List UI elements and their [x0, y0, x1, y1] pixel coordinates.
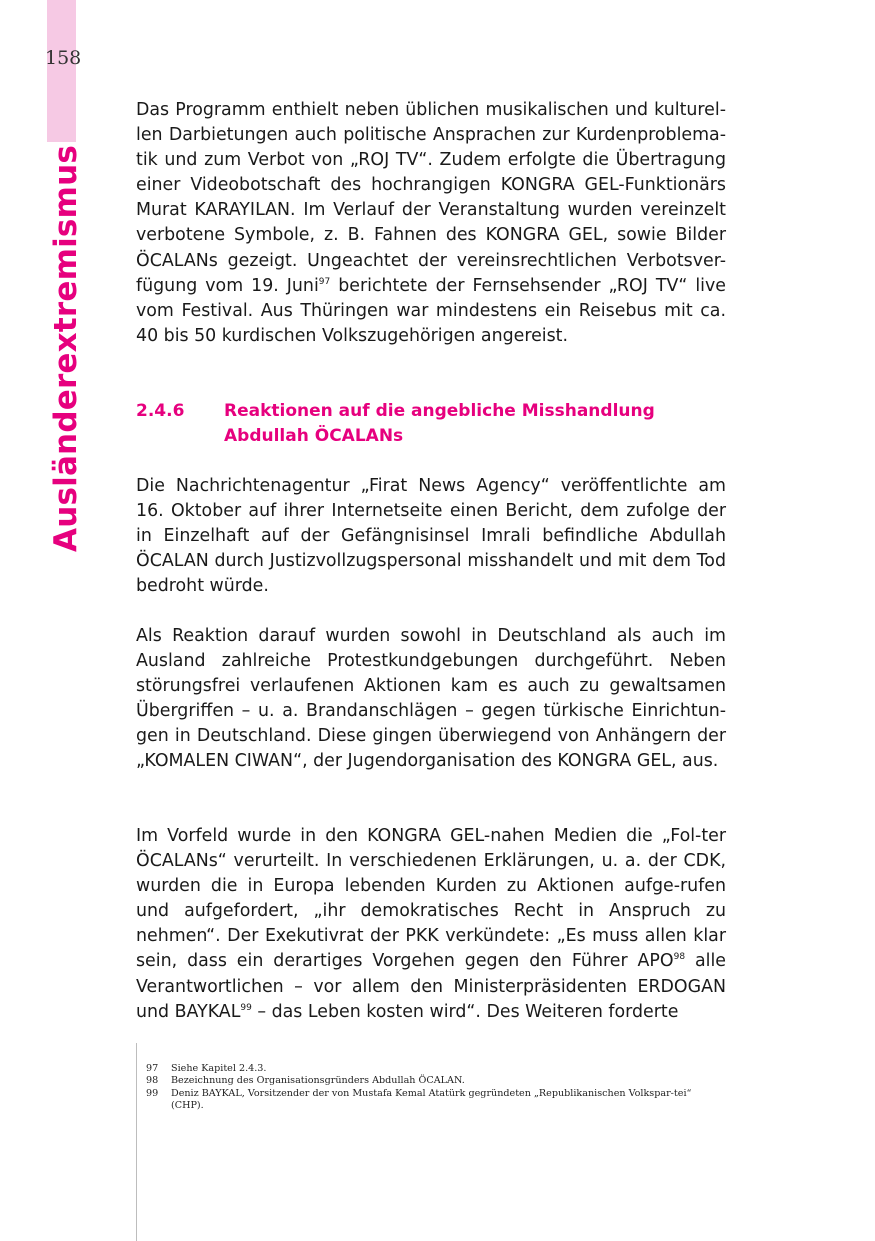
paragraph-4-text-c: – das Leben kosten wird“. Des Weiteren forderte [251, 1001, 679, 1022]
section-heading-title [224, 399, 724, 449]
footnote-text: Bezeichnung des Organisationsgründers Abdullah ÖCALAN. [171, 1075, 465, 1087]
footnote-number: 99 [146, 1087, 159, 1099]
paragraph-4 [136, 824, 726, 1025]
paragraph-1-text-b: berichtete der Fernsehsender „ROJ TV“ live vom Festival. Aus Thüringen war mindestens ein Reisebus mit ca. 40 bis 50 kurdischen Volkszugehörigen angereist. [136, 275, 726, 346]
paragraph-1-text-a: Das Programm enthielt neben üblichen musikalischen und kulturel-len Darbietungen auch politische Ansprachen zur Kurdenproblema-tik und zum Verbot von „ROJ TV“. Zudem erfolgte die Übertragung einer Videobotschaft des hochrangigen KONGRA GEL-Funktionärs Murat KARAYILAN. Im Verlauf der Veranstaltung wurden vereinzelt verbotene Symbole, z. B. Fahnen des KONGRA GEL, sowie Bilder ÖCALANs gezeigt. Ungeachtet der vereinsrechtlichen Verbotsver-fügung vom 19. Juni [136, 100, 726, 296]
paragraph-4-text-b: alle Verantwortlichen – vor allem den Ministerpräsidenten ERDOGAN und BAYKAL [136, 951, 726, 1022]
footnote-text: Deniz BAYKAL, Vorsitzender der von Mustafa Kemal Atatürk gegründeten „Republikanischen Volkspar-tei“ (CHP). [171, 1087, 692, 1112]
section-heading-line-1: Reaktionen auf die angebliche Misshandlung [224, 401, 655, 421]
footnote-text: Siehe Kapitel 2.4.3. [171, 1063, 267, 1074]
margin-rule [136, 1043, 137, 1241]
footnote-number: 98 [146, 1075, 159, 1087]
footnote-item [146, 1063, 726, 1075]
section-heading-number: 2.4.6 [136, 401, 185, 421]
footnote-item [146, 1088, 726, 1113]
footnote-ref-97[interactable]: 97 [318, 276, 331, 287]
footnote-ref-98[interactable]: 98 [673, 952, 686, 963]
paragraph-2: Die Nachrichtenagentur „Firat News Agency“ veröffentlichte am 16. Oktober auf ihrer Internetseite einen Bericht, dem zufolge der in Einzelhaft auf der Gefängnisinsel Imrali befindliche Abdullah ÖCALAN durch Justizvollzugspersonal misshandelt und mit dem Tod bedroht würde. [136, 476, 726, 597]
footnote-item [146, 1075, 726, 1087]
footnote-number: 97 [146, 1063, 159, 1074]
footnote-ref-99[interactable]: 99 [240, 1002, 252, 1013]
paragraph-1 [136, 98, 726, 349]
section-title-vertical: Ausländerextremismus [48, 145, 84, 552]
page-number: 158 [45, 47, 82, 69]
section-heading-line-2: Abdullah ÖCALANs [224, 426, 404, 446]
paragraph-4-text-a: Im Vorfeld wurde in den KONGRA GEL-nahen Medien die „Fol-ter ÖCALANs“ verurteilt. In verschiedenen Erklärungen, u. a. der CDK, wurden die in Europa lebenden Kurden zu Aktionen aufge-rufen und aufgefordert, „ihr demokratisches Recht in Anspruch zu nehmen“. Der Exekutivrat der PKK verkündete: „Es muss allen klar sein, dass ein derartiges Vorgehen gegen den Führer APO [136, 826, 726, 972]
section-color-band [47, 0, 76, 142]
footnotes [146, 1063, 726, 1113]
paragraph-3: Als Reaktion darauf wurden sowohl in Deutschland als auch im Ausland zahlreiche Protestkundgebungen durchgeführt. Neben störungsfrei verlaufenen Aktionen kam es auch zu gewaltsamen Übergriffen – u. a. Brandanschlägen – gegen türkische Einrichtun-gen in Deutschland. Diese gingen überwiegend von Anhängern der „KOMALEN CIWAN“, der Jugendorganisation des KONGRA GEL, aus. [136, 626, 726, 772]
